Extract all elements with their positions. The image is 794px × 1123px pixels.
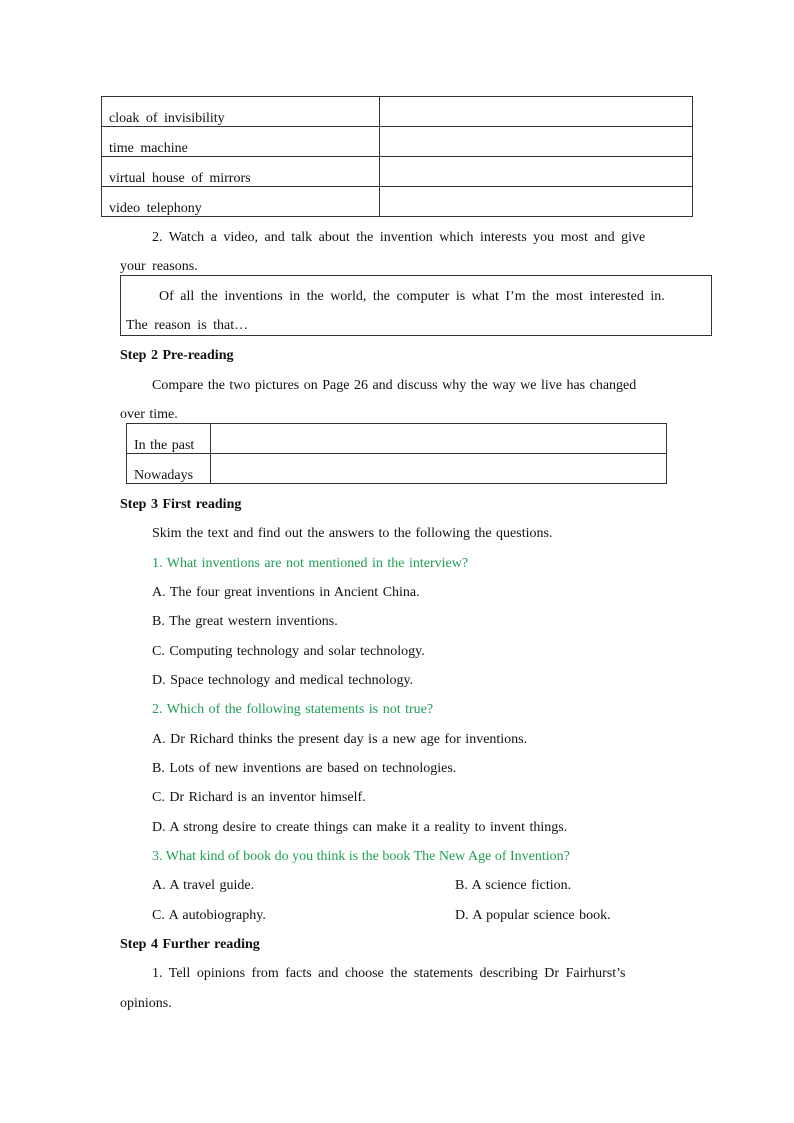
q2-option-c: C. Dr Richard is an inventor himself.: [152, 790, 366, 805]
table-row: [102, 97, 693, 127]
step3-instruction: Skim the text and find out the answers to the following the questions.: [152, 526, 553, 541]
step2-instruction-line1: Compare the two pictures on Page 26 and discuss why the way we live has changed: [152, 378, 637, 393]
q3-option-c: C. A autobiography.: [152, 908, 266, 923]
invention-label: time machine: [109, 141, 188, 156]
sample-answer-line1: Of all the inventions in the world, the computer is what I’m the most interested in.: [159, 289, 665, 304]
step2-heading: Step 2 Pre-reading: [120, 348, 234, 363]
q2-option-a: A. Dr Richard thinks the present day is a new age for inventions.: [152, 732, 528, 747]
answer-cell[interactable]: [211, 424, 667, 454]
q3-option-a: A. A travel guide.: [152, 878, 255, 893]
row-label: Nowadays: [134, 468, 194, 483]
table-row: [127, 454, 667, 484]
table-row: [102, 187, 693, 217]
q2-option-d: D. A strong desire to create things can make it a reality to invent things.: [152, 820, 568, 835]
question-1: 1. What inventions are not mentioned in the interview?: [152, 556, 469, 571]
label-cell: [127, 424, 211, 454]
row-label: In the past: [134, 438, 195, 453]
step4-instruction-line1: 1. Tell opinions from facts and choose the statements describing Dr Fairhurst’s: [152, 966, 626, 981]
table-row: [102, 157, 693, 187]
answer-cell[interactable]: [211, 454, 667, 484]
q3-option-d: D. A popular science book.: [455, 908, 611, 923]
answer-cell[interactable]: [380, 157, 693, 187]
task2-instruction-line2: your reasons.: [120, 259, 198, 274]
q2-option-b: B. Lots of new inventions are based on technologies.: [152, 761, 457, 776]
invention-label: cloak of invisibility: [109, 111, 225, 126]
invention-cell: [102, 157, 380, 187]
q3-option-b: B. A science fiction.: [455, 878, 572, 893]
invention-label: virtual house of mirrors: [109, 171, 251, 186]
invention-cell: [102, 187, 380, 217]
invention-cell: [102, 127, 380, 157]
sample-answer-line2: The reason is that…: [126, 318, 249, 333]
answer-cell[interactable]: [380, 187, 693, 217]
question-3: 3. What kind of book do you think is the book The New Age of Invention?: [152, 849, 570, 864]
q1-option-a: A. The four great inventions in Ancient China.: [152, 585, 420, 600]
step2-instruction-line2: over time.: [120, 407, 178, 422]
inventions-table: [101, 96, 693, 217]
step3-heading: Step 3 First reading: [120, 497, 242, 512]
answer-cell[interactable]: [380, 97, 693, 127]
past-now-table: [126, 423, 667, 484]
label-cell: [127, 454, 211, 484]
q1-option-b: B. The great western inventions.: [152, 614, 338, 629]
invention-label: video telephony: [109, 201, 202, 216]
invention-cell: [102, 97, 380, 127]
step4-instruction-line2: opinions.: [120, 996, 172, 1011]
q1-option-d: D. Space technology and medical technology.: [152, 673, 414, 688]
step4-heading: Step 4 Further reading: [120, 937, 260, 952]
table-row: [102, 127, 693, 157]
table-row: [127, 424, 667, 454]
task2-instruction-line1: 2. Watch a video, and talk about the invention which interests you most and give: [152, 230, 646, 245]
q1-option-c: C. Computing technology and solar technology.: [152, 644, 425, 659]
answer-cell[interactable]: [380, 127, 693, 157]
question-2: 2. Which of the following statements is not true?: [152, 702, 434, 717]
